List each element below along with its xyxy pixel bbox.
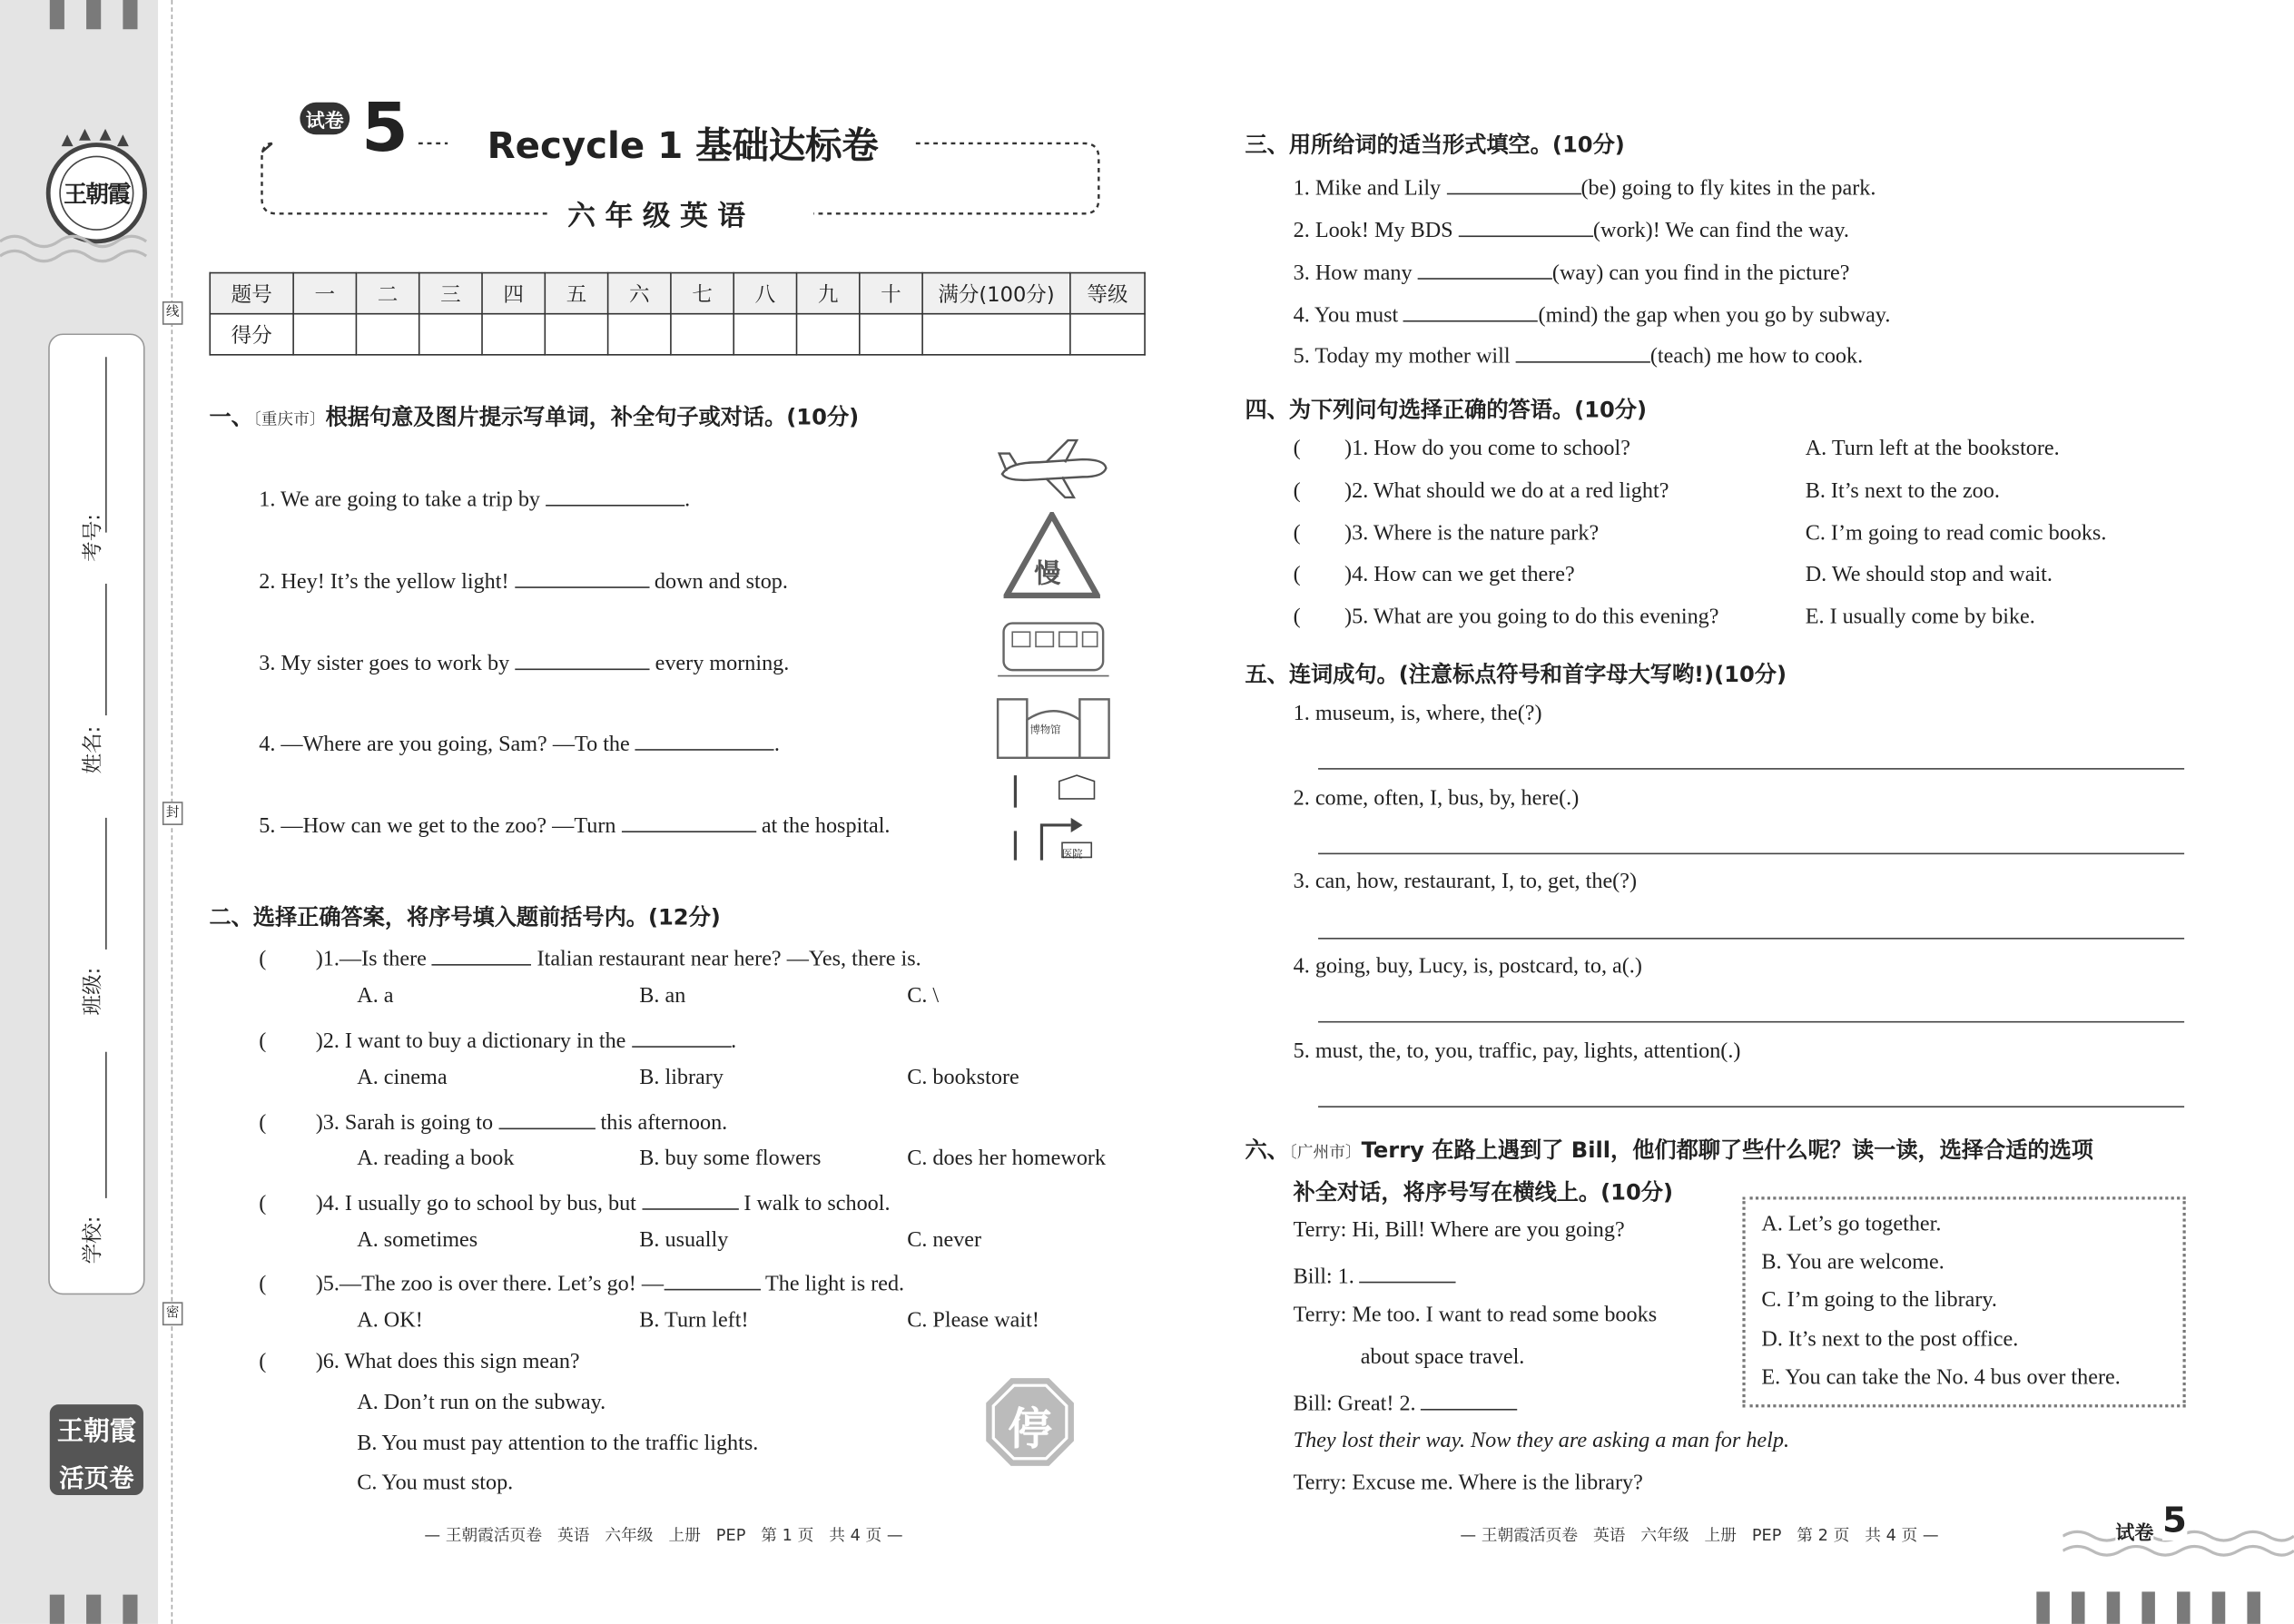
answer-blank[interactable] bbox=[635, 729, 774, 751]
score-input-cell[interactable] bbox=[922, 314, 1070, 355]
brand-badge-text: 王朝霞 bbox=[56, 1416, 136, 1447]
answer-line[interactable] bbox=[1318, 768, 2184, 770]
brand-seal-text: 王朝霞 bbox=[64, 180, 130, 208]
dialog-line-4: about space travel. bbox=[1360, 1345, 1525, 1370]
sec3-question-3: 3. How many (way) can you find in the picture? bbox=[1294, 258, 1850, 287]
score-input-cell[interactable] bbox=[860, 314, 922, 355]
dialog-line-7: Terry: Excuse me. Where is the library? bbox=[1293, 1471, 1643, 1496]
sec2-question-6: ( )6. What does this sign mean? bbox=[259, 1350, 580, 1374]
sec2-question-1: ( )1.—Is there Italian restaurant near here? —Yes, there is. bbox=[259, 943, 921, 972]
exam-no-line bbox=[105, 357, 107, 532]
dialog-line-2: Bill: 1. bbox=[1294, 1261, 1457, 1290]
page-subtitle: 六 年 级 英 语 bbox=[567, 200, 746, 233]
sec3-question-4: 4. You must (mind) the gap when you go by subway. bbox=[1294, 300, 1891, 329]
section-6-heading: 六、〔广州市〕Terry 在路上遇到了 Bill，他们都聊了些什么呢？读一读，选择合适的选项 bbox=[1245, 1137, 2093, 1164]
dialog-line-3: Terry: Me too. I want to read some books bbox=[1293, 1303, 1658, 1327]
sec4-answer-d: D. We should stop and wait. bbox=[1805, 563, 2053, 587]
sec2-q1-option-a: A. a bbox=[357, 984, 394, 1009]
score-cell: 满分(100分) bbox=[922, 273, 1070, 314]
sec4-question-2: ( )2. What should we do at a red light? bbox=[1293, 479, 1669, 504]
sec5-question-4: 4. going, buy, Lucy, is, postcard, to, a(.) bbox=[1293, 955, 1642, 979]
section-6-heading-2: 补全对话，将序号写在横线上。(10分) bbox=[1293, 1178, 1674, 1206]
sec5-question-5: 5. must, the, to, you, traffic, pay, lights, attention(.) bbox=[1293, 1039, 1741, 1064]
sec2-question-5: ( )5.—The zoo is over there. Let’s go! — The light is red. bbox=[259, 1268, 904, 1297]
school-label: 学校: bbox=[82, 1216, 106, 1265]
answer-line[interactable] bbox=[1318, 938, 2184, 940]
answer-blank[interactable] bbox=[1516, 341, 1650, 363]
answer-blank[interactable] bbox=[1459, 215, 1593, 237]
answer-blank[interactable] bbox=[498, 1107, 595, 1129]
corner-label: 试卷 bbox=[2115, 1517, 2153, 1545]
stop-sign-text: 停 bbox=[1008, 1404, 1052, 1456]
dialog-option-d: D. It’s next to the post office. bbox=[1761, 1328, 2019, 1353]
sec2-q4-option-b: B. usually bbox=[639, 1228, 729, 1253]
footer-left: — 王朝霞活页卷 英语 六年级 上册 PEP 第 1 页 共 4 页 — bbox=[424, 1525, 903, 1545]
section-4-heading: 四、为下列问句选择正确的答语。(10分) bbox=[1245, 396, 1648, 423]
section-3-heading: 三、用所给词的适当形式填空。(10分) bbox=[1245, 132, 1625, 159]
subway-train-icon bbox=[995, 612, 1112, 682]
airplane-icon bbox=[995, 433, 1112, 503]
sec3-question-5: 5. Today my mother will (teach) me how to cook. bbox=[1294, 341, 1864, 370]
score-table-header-row bbox=[210, 273, 1145, 314]
sec2-q3-option-a: A. reading a book bbox=[357, 1147, 515, 1171]
score-input-cell[interactable] bbox=[1070, 314, 1145, 355]
answer-line[interactable] bbox=[1318, 853, 2184, 855]
dialog-narration: They lost their way. Now they are asking a man for help. bbox=[1293, 1429, 1790, 1453]
sec1-question-2: 2. Hey! It’s the yellow light! down and stop. bbox=[259, 566, 788, 595]
museum-label: 博物馆 bbox=[1029, 723, 1061, 736]
score-input-cell[interactable] bbox=[608, 314, 671, 355]
sec2-q1-option-b: B. an bbox=[639, 984, 686, 1009]
answer-blank[interactable] bbox=[622, 811, 756, 832]
dialog-option-e: E. You can take the No. 4 bus over there. bbox=[1761, 1366, 2121, 1391]
answer-blank[interactable] bbox=[432, 943, 532, 965]
score-cell: 一 bbox=[293, 273, 356, 314]
score-table-score-row bbox=[210, 314, 1145, 355]
score-cell: 十 bbox=[860, 273, 922, 314]
score-cell: 九 bbox=[797, 273, 860, 314]
sec2-q6-option-b: B. You must pay attention to the traffic lights. bbox=[357, 1432, 759, 1456]
sec3-question-1: 1. Mike and Lily (be) going to fly kites in the park. bbox=[1294, 172, 1876, 202]
sec2-q4-option-c: C. never bbox=[907, 1228, 982, 1253]
score-input-cell[interactable] bbox=[356, 314, 418, 355]
sec2-q6-option-c: C. You must stop. bbox=[357, 1471, 514, 1496]
sec2-question-4: ( )4. I usually go to school by bus, but I walk to school. bbox=[259, 1188, 890, 1217]
score-input-cell[interactable] bbox=[482, 314, 545, 355]
sec2-q2-option-c: C. bookstore bbox=[907, 1066, 1019, 1090]
sec2-q6-option-a: A. Don’t run on the subway. bbox=[357, 1391, 606, 1415]
sec2-question-2: ( )2. I want to buy a dictionary in the . bbox=[259, 1026, 736, 1055]
answer-line[interactable] bbox=[1318, 1021, 2184, 1023]
sec2-q3-option-b: B. buy some flowers bbox=[639, 1147, 822, 1171]
sec2-q1-option-c: C. \ bbox=[907, 984, 940, 1009]
score-input-cell[interactable] bbox=[797, 314, 860, 355]
student-info-box bbox=[48, 333, 144, 1294]
dialog-option-b: B. You are welcome. bbox=[1761, 1250, 1944, 1275]
sec1-question-4: 4. —Where are you going, Sam? —To the . bbox=[259, 729, 780, 758]
sec5-question-1: 1. museum, is, where, the(?) bbox=[1293, 702, 1542, 726]
answer-blank[interactable] bbox=[1446, 172, 1580, 194]
score-table bbox=[209, 272, 1145, 356]
score-cell: 等级 bbox=[1070, 273, 1145, 314]
score-cell: 四 bbox=[482, 273, 545, 314]
dialog-option-c: C. I’m going to the library. bbox=[1761, 1288, 1997, 1313]
dialog-option-a: A. Let’s go together. bbox=[1761, 1213, 1942, 1236]
section-5-heading: 五、连词成句。(注意标点符号和首字母大写哟!)(10分) bbox=[1245, 661, 1787, 688]
score-input-cell[interactable] bbox=[671, 314, 733, 355]
sec2-q4-option-a: A. sometimes bbox=[357, 1228, 478, 1253]
section-1-heading: 一、〔重庆市〕根据句意及图片提示写单词，补全句子或对话。(10分) bbox=[209, 403, 860, 430]
score-cell: 五 bbox=[545, 273, 607, 314]
sec4-answer-c: C. I’m going to read comic books. bbox=[1805, 522, 2107, 546]
footer-right: — 王朝霞活页卷 英语 六年级 上册 PEP 第 2 页 共 4 页 — bbox=[1460, 1525, 1939, 1545]
exam-no-label: 考号: bbox=[82, 514, 106, 562]
dialog-line-1: Terry: Hi, Bill! Where are you going? bbox=[1293, 1218, 1625, 1243]
answer-blank[interactable] bbox=[1418, 258, 1552, 280]
page-title: Recycle 1 基础达标卷 bbox=[487, 123, 879, 167]
sec4-question-5: ( )5. What are you going to do this evening? bbox=[1293, 605, 1719, 629]
score-input-cell[interactable] bbox=[733, 314, 796, 355]
answer-blank[interactable] bbox=[1360, 1261, 1456, 1283]
sec2-q5-option-c: C. Please wait! bbox=[907, 1309, 1039, 1334]
sec2-q2-option-a: A. cinema bbox=[357, 1066, 448, 1090]
answer-blank[interactable] bbox=[1422, 1388, 1518, 1410]
cut-mark-seal: 封 bbox=[162, 802, 183, 825]
class-line bbox=[105, 818, 107, 950]
score-cell: 三 bbox=[419, 273, 482, 314]
header-number: 5 bbox=[361, 87, 409, 167]
name-label: 姓名: bbox=[82, 725, 106, 774]
answer-blank[interactable] bbox=[515, 566, 649, 588]
dialog-line-5: Bill: Great! 2. bbox=[1294, 1388, 1518, 1417]
sec5-question-2: 2. come, often, I, bus, by, here(.) bbox=[1293, 787, 1580, 811]
score-cell: 六 bbox=[608, 273, 671, 314]
school-line bbox=[105, 1052, 107, 1198]
answer-blank[interactable] bbox=[642, 1188, 738, 1210]
slow-sign-text: 慢 bbox=[1034, 558, 1061, 590]
sec4-question-3: ( )3. Where is the nature park? bbox=[1293, 522, 1600, 546]
header-tag: 试卷 bbox=[305, 111, 344, 133]
answer-blank[interactable] bbox=[546, 484, 684, 506]
sec3-question-2: 2. Look! My BDS (work)! We can find the way. bbox=[1294, 215, 1849, 244]
sec4-answer-e: E. I usually come by bike. bbox=[1805, 605, 2035, 629]
answer-blank[interactable] bbox=[1403, 300, 1538, 321]
sec5-question-3: 3. can, how, restaurant, I, to, get, the(?) bbox=[1293, 870, 1638, 894]
wave-decoration bbox=[0, 220, 158, 278]
score-cell: 二 bbox=[356, 273, 418, 314]
answer-line[interactable] bbox=[1318, 1106, 2184, 1107]
sec4-question-1: ( )1. How do you come to school? bbox=[1293, 437, 1630, 461]
sec2-q2-option-b: B. library bbox=[639, 1066, 724, 1090]
score-cell: 七 bbox=[671, 273, 733, 314]
score-input-cell[interactable] bbox=[419, 314, 482, 355]
turn-right-map-icon bbox=[1004, 773, 1100, 863]
name-line bbox=[105, 584, 107, 715]
sec4-answer-b: B. It’s next to the zoo. bbox=[1805, 479, 2000, 504]
corner-number: 5 bbox=[2161, 1499, 2187, 1541]
cut-mark-secret: 密 bbox=[162, 1302, 183, 1325]
section-2-heading: 二、选择正确答案，将序号填入题前括号内。(12分) bbox=[209, 903, 721, 930]
score-input-cell[interactable] bbox=[293, 314, 356, 355]
sec4-answer-a: A. Turn left at the bookstore. bbox=[1805, 437, 2060, 461]
score-cell: 得分 bbox=[210, 314, 293, 355]
sec1-question-3: 3. My sister goes to work by every morning. bbox=[259, 648, 789, 677]
sec2-q5-option-a: A. OK! bbox=[357, 1309, 423, 1334]
answer-blank[interactable] bbox=[515, 648, 649, 670]
answer-blank[interactable] bbox=[664, 1268, 760, 1290]
sec2-q3-option-c: C. does her homework bbox=[907, 1147, 1107, 1171]
binding-strip bbox=[0, 0, 158, 1624]
score-cell: 八 bbox=[733, 273, 796, 314]
hospital-label: 医院 bbox=[1062, 848, 1083, 861]
cut-mark-line: 线 bbox=[162, 301, 183, 325]
score-cell: 题号 bbox=[210, 273, 293, 314]
answer-blank[interactable] bbox=[631, 1026, 731, 1048]
sec1-question-5: 5. —How can we get to the zoo? —Turn at the hospital. bbox=[259, 811, 890, 840]
sec1-question-1: 1. We are going to take a trip by . bbox=[259, 484, 690, 513]
class-label: 班级: bbox=[82, 967, 106, 1016]
sec4-question-4: ( )4. How can we get there? bbox=[1293, 563, 1575, 587]
brand-badge-sub: 活页卷 bbox=[59, 1464, 134, 1494]
sec2-question-3: ( )3. Sarah is going to this afternoon. bbox=[259, 1107, 727, 1137]
sec2-q5-option-b: B. Turn left! bbox=[639, 1309, 749, 1334]
score-input-cell[interactable] bbox=[545, 314, 607, 355]
